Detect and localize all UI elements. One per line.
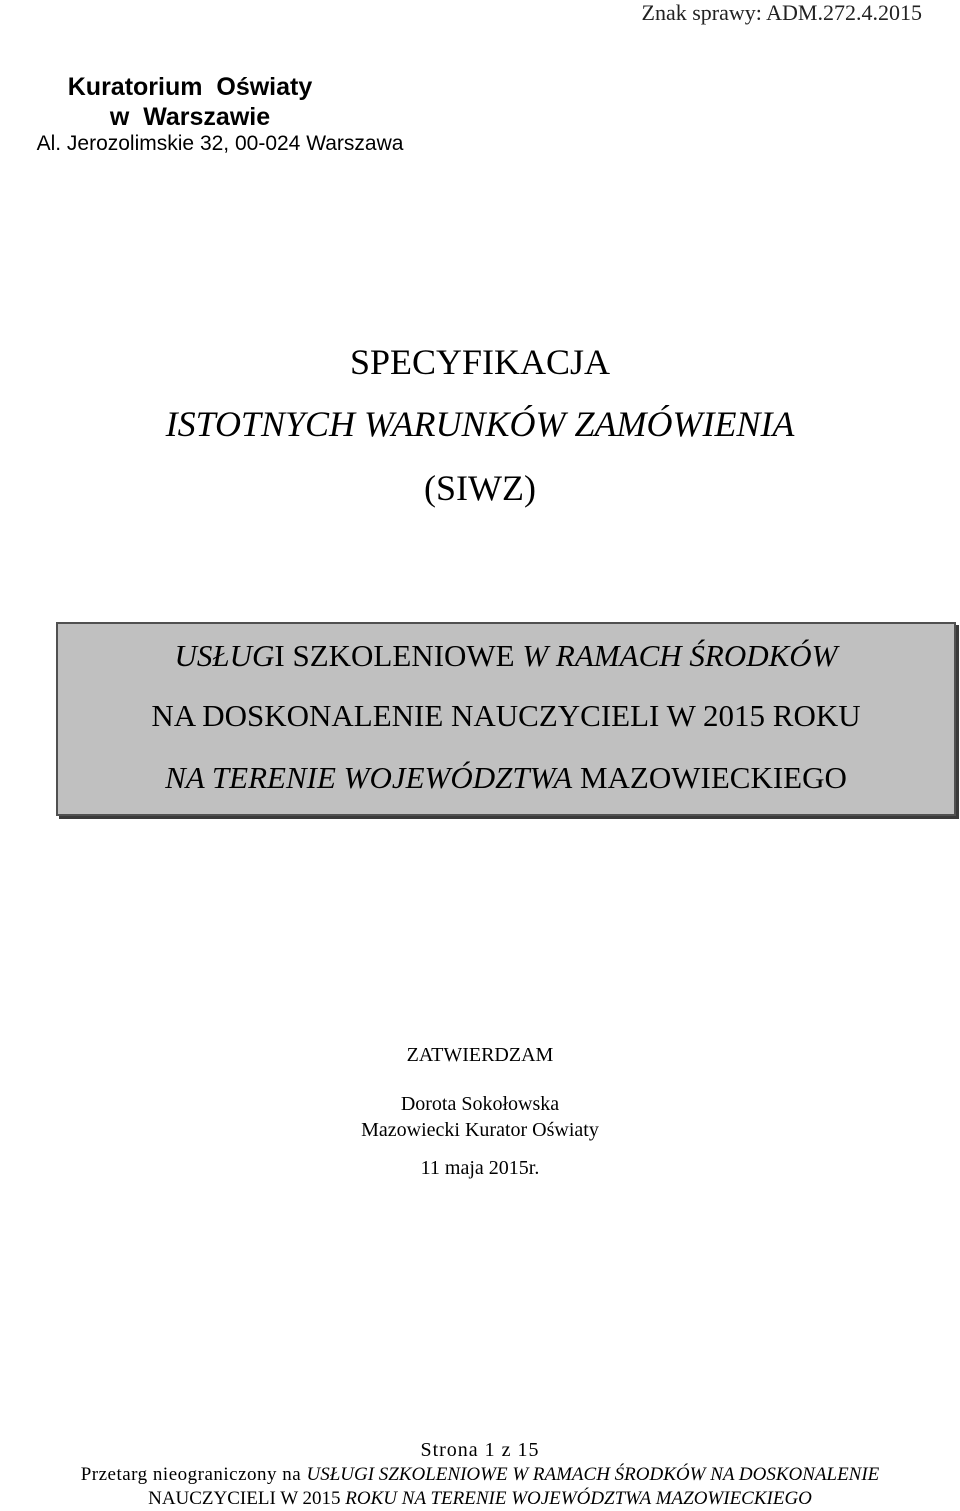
subject-line3 — [56, 758, 956, 798]
subject-line1-part3: W RAMACH ŚRODKÓW — [522, 638, 838, 673]
subject-line3-part2: MAZOWIECKIEGO — [572, 760, 847, 795]
footer-description-line1 — [0, 1463, 960, 1487]
footer-desc1-part1: Przetarg nieograniczony na — [80, 1464, 307, 1485]
subject-line1-part2: I SZKOLENIOWE — [274, 638, 523, 673]
footer-desc1-part2: USŁUGI SZKOLENIOWE W RAMACH ŚRODKÓW NA DOSKONALENIE — [306, 1464, 880, 1485]
footer-desc2-part2: ROKU NA TERENIE WOJEWÓDZTWA MAZOWIECKIEGO — [345, 1488, 812, 1509]
institution-address: Al. Jerozolimskie 32, 00-024 Warszawa — [36, 132, 404, 155]
subject-line1-part1: USŁUG — [174, 638, 275, 673]
institution-name-line2: w Warszawie — [109, 103, 271, 131]
document-title-line1: SPECYFIKACJA — [349, 342, 611, 382]
approver-position: Mazowiecki Kurator Oświaty — [361, 1119, 599, 1141]
document-title-line2: ISTOTNYCH WARUNKÓW ZAMÓWIENIA — [165, 404, 795, 444]
subject-line1 — [56, 636, 956, 676]
page-number: Strona 1 z 15 — [420, 1439, 540, 1461]
subject-line2: NA DOSKONALENIE NAUCZYCIELI W 2015 ROKU — [151, 698, 861, 733]
approver-name: Dorota Sokołowska — [400, 1093, 560, 1115]
institution-name-line1: Kuratorium Oświaty — [67, 73, 313, 101]
footer-desc2-part1: NAUCZYCIELI W 2015 — [148, 1488, 346, 1509]
case-reference: Znak sprawy: ADM.272.4.2015 — [641, 0, 922, 25]
subject-line3-part1: NA TERENIE WOJEWÓDZTWA — [165, 760, 573, 795]
approval-date: 11 maja 2015r. — [420, 1157, 540, 1179]
approval-label: ZATWIERDZAM — [406, 1044, 554, 1066]
document-title-line3: (SIWZ) — [424, 468, 536, 508]
footer-description-line2 — [0, 1487, 960, 1511]
institution-name — [0, 72, 380, 132]
